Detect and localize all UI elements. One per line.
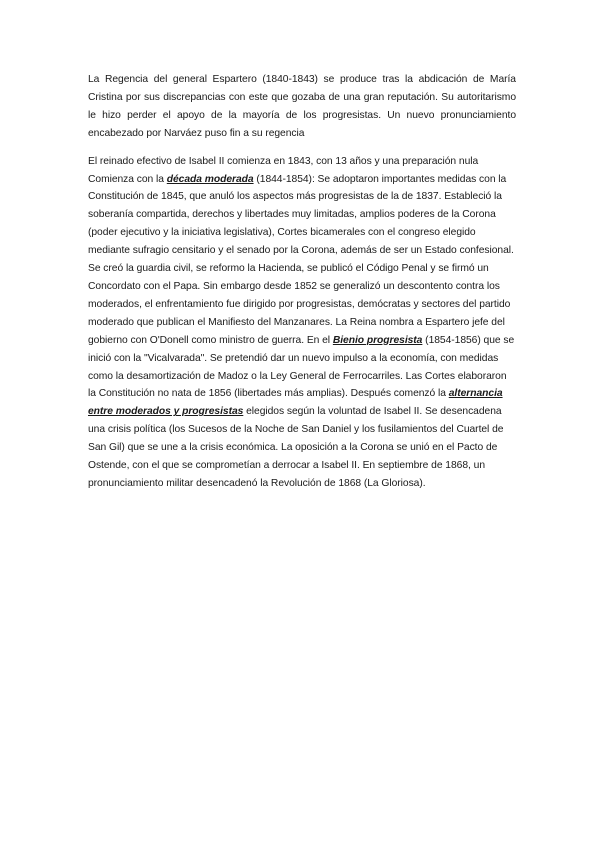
term-alternancia: alternancia entre moderados y progresistas (88, 388, 503, 418)
term-decada-moderada: década moderada (166, 173, 254, 185)
term-bienio-progresista: Bienio progresista (332, 334, 423, 346)
document-body (88, 71, 516, 493)
paragraph-segment: elegidos según la voluntad de Isabel II. Se desencadena una crisis política (los Sucesos de la Noche de San Daniel y los fusilamientos del Cuartel de San Gil) que se une a la crisis económica. La oposición a la Corona se unió en el Pacto de Ostende, con el que se comprometían a derrocar a Isabel II. En septiembre de 1868, un pronunciamiento militar desencadenó la Revolución de 1868 (La Gloriosa). (88, 406, 504, 489)
paragraph-segment: (1844-1854): Se adoptaron importantes medidas con la Constitución de 1845, que anuló los aspectos más progresistas de la de 1837. Estableció la soberanía compartida, derechos y libertades muy limitadas, amplios poderes de la Corona (poder ejecutivo y la iniciativa legislativa), Cortes bicamerales con el congreso elegido mediante sufragio censitario y el senado por la Corona, además de ser un Estado confesional. Se creó la guardia civil, se reformo la Hacienda, se publicó el Código Penal y se firmó un Concordato con el Papa. Sin embargo desde 1852 se generalizó un descontento contra los moderados, el enfrentamiento fue dirigido por progresistas, demócratas y sectores del partido moderado que publican el Manifiesto del Manzanares. La Reina nombra a Espartero jefe del gobierno con O'Donell como ministro de guerra. En el (88, 173, 514, 346)
paragraph-segment: (1854-1856) que se inició con la "Vicalvarada". Se pretendió dar un nuevo impulso a la economía, con medidas como la desamortización de Madoz o la Ley General de Ferrocarriles. Las Cortes elaboraron la Constitución no nata de 1856 (libertades más amplias). Después comenzó la (88, 334, 515, 400)
paragraph-regencia-espartero: La Regencia del general Espartero (1840-1843) se produce tras la abdicación de María Cristina por sus discrepancias con este que gozaba de una gran reputación. Su autoritarismo le hizo perder el apoyo de la mayoría de los progresistas. Un nuevo pronunciamiento encabezado por Narváez puso fin a su regencia (88, 74, 516, 139)
paragraph-segment: El reinado efectivo de Isabel II comienza en 1843, con 13 años y una preparación nula Comienza con la (88, 155, 479, 185)
paragraph-reinado-isabel-ii (88, 153, 516, 493)
